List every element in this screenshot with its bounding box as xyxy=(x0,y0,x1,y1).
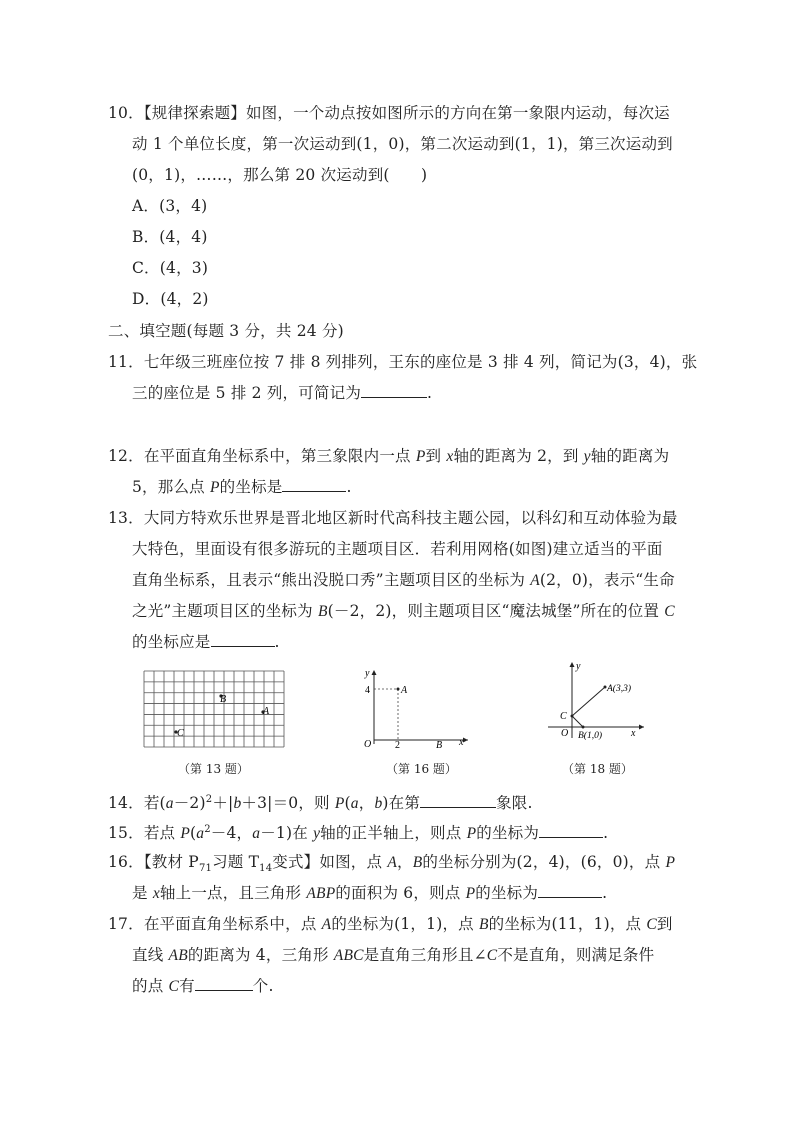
q14-text: 若( xyxy=(143,794,166,813)
var-p: P xyxy=(465,885,476,902)
answer-blank[interactable] xyxy=(195,976,253,991)
x-arrow-icon xyxy=(463,738,468,743)
q10-option-c: C．(4，3) xyxy=(132,259,209,277)
var-p: P xyxy=(180,825,191,843)
var-p: P xyxy=(415,448,426,465)
answer-blank[interactable] xyxy=(361,383,427,398)
question-number: 12． xyxy=(108,447,144,465)
q17-line2 xyxy=(132,945,654,966)
q11-text: 三的座位是 5 排 2 列，可简记为 xyxy=(132,384,362,402)
q14-text: ( xyxy=(344,794,351,813)
q16-text: 的坐标分别为(2，4)，(6，0)，点 xyxy=(422,853,666,871)
question-tag: 【规律探索题】 xyxy=(143,104,246,122)
q12-text: 到 xyxy=(425,447,447,465)
answer-blank[interactable] xyxy=(538,883,602,898)
q17-text: 的点 xyxy=(132,977,169,995)
label-b: B xyxy=(220,694,227,705)
period: . xyxy=(603,824,609,843)
q14-text: 象限. xyxy=(496,794,533,813)
q14-text: ＋| xyxy=(212,794,234,813)
q15-line xyxy=(108,820,608,844)
y-arrow-icon xyxy=(372,670,377,675)
q13-text: (－2，2)，则主题项目区“魔法城堡”所在的位置 xyxy=(327,602,665,620)
figure-16-caption: （第 16 题） xyxy=(386,762,457,776)
q16-text: 轴上一点，且三角形 xyxy=(159,884,307,902)
subscript: 14 xyxy=(259,863,273,875)
var-c: C xyxy=(486,947,498,964)
figure-18-caption: （第 18 题） xyxy=(562,762,633,776)
q14-text: ， xyxy=(358,794,375,813)
var-a: a xyxy=(350,795,359,813)
var-a: a xyxy=(165,795,174,813)
var-x: x xyxy=(446,448,454,465)
q17-text: 个. xyxy=(252,977,274,995)
answer-blank[interactable] xyxy=(420,793,496,808)
origin-label: O xyxy=(561,728,569,739)
q17-text: 到 xyxy=(656,915,673,933)
q10-option-b: B．(4，4) xyxy=(132,228,208,246)
q12-text: 5，那么点 xyxy=(132,478,210,496)
segment-cb xyxy=(572,716,583,727)
q10-option-a: A．(3，4) xyxy=(132,197,208,215)
q16-line2 xyxy=(132,883,607,904)
q15-text: －4， xyxy=(210,824,253,843)
q10-option-d: D．(4，2) xyxy=(132,290,209,308)
q17-text: 的坐标为(1，1)，点 xyxy=(331,915,479,933)
q16-text: ， xyxy=(396,853,413,871)
q13-line1 xyxy=(108,508,678,528)
q14-text: ＋3|＝0，则 xyxy=(241,794,335,813)
label-c: C xyxy=(560,711,567,722)
var-abc: ABC xyxy=(333,947,364,964)
var-p: P xyxy=(210,479,220,496)
var-b: b xyxy=(233,795,242,813)
label-a: A(3,3) xyxy=(607,684,632,694)
tick-label: 2 xyxy=(395,740,400,750)
period: . xyxy=(274,633,280,651)
q13-text: 直角坐标系，且表示“熊出没脱口秀”主题项目区的坐标为 xyxy=(132,571,531,589)
figure-18 xyxy=(540,656,650,748)
exponent: 2 xyxy=(205,794,213,805)
q13-line5 xyxy=(132,632,280,652)
q17-text: 的坐标为(11，1)，点 xyxy=(488,915,647,933)
x-arrow-icon xyxy=(639,725,644,730)
q15-text: ( xyxy=(190,824,197,843)
q17-text: 有 xyxy=(179,977,195,995)
var-abp: ABP xyxy=(306,885,336,902)
q11-line1 xyxy=(108,352,697,372)
q12-line2 xyxy=(132,477,352,498)
var-p: P xyxy=(334,795,345,813)
var-a: A xyxy=(387,854,397,871)
var-a: a xyxy=(252,825,261,843)
var-a: A xyxy=(321,916,332,933)
var-a: A xyxy=(530,572,540,589)
q12-line1 xyxy=(108,446,669,467)
answer-blank[interactable] xyxy=(539,823,603,838)
section-heading: 二、填空题(每题 3 分，共 24 分) xyxy=(108,322,344,340)
question-tag: 变式】 xyxy=(272,853,320,871)
q15-text: 的坐标为 xyxy=(476,824,540,843)
q12-text: 的坐标是 xyxy=(219,478,283,496)
q12-text: 在平面直角坐标系中，第三象限内一点 xyxy=(143,447,416,465)
q10-line1 xyxy=(108,103,670,123)
question-number: 11． xyxy=(108,353,144,371)
q14-line xyxy=(108,790,533,814)
q13-text: (2，0)，表示“生命 xyxy=(539,571,675,589)
q17-text: 在平面直角坐标系中，点 xyxy=(143,915,322,933)
question-number: 13． xyxy=(108,509,144,527)
q13-line3 xyxy=(132,570,675,591)
period: . xyxy=(427,384,433,402)
q17-text: 的距离为 4，三角形 xyxy=(187,946,334,964)
point-a xyxy=(397,688,400,691)
q10-line2 xyxy=(132,134,673,154)
q14-text: －2) xyxy=(173,794,206,813)
q14-text: )在第 xyxy=(382,794,421,813)
answer-blank[interactable] xyxy=(282,477,346,492)
question-tag: 【教材 P xyxy=(143,853,199,871)
var-y: y xyxy=(583,448,591,465)
var-c: C xyxy=(168,978,180,995)
var-p: P xyxy=(665,854,676,871)
subscript: 71 xyxy=(198,863,213,875)
exponent: 2 xyxy=(204,824,211,835)
segment-ca xyxy=(572,687,605,716)
tick-label: 4 xyxy=(365,685,370,696)
var-a: a xyxy=(196,825,205,843)
var-b: B xyxy=(412,854,423,871)
x-label: x xyxy=(631,728,636,739)
var-b: B xyxy=(317,603,328,620)
q16-line1 xyxy=(108,852,675,879)
question-tag: 习题 T xyxy=(212,853,260,871)
point-c xyxy=(571,715,574,718)
q13-text: 之光”主题项目区的坐标为 xyxy=(132,602,318,620)
period: . xyxy=(346,478,352,496)
figure-13-caption: （第 13 题） xyxy=(178,762,249,776)
var-b: B xyxy=(478,916,489,933)
q12-text: 轴的距离为 2，到 xyxy=(453,447,584,465)
x-label: x xyxy=(459,737,464,748)
q11-text: 七年级三班座位按 7 排 8 列排列，王东的座位是 3 排 4 列，简记为(3，4)，张 xyxy=(143,353,698,371)
var-c: C xyxy=(664,603,675,620)
q17-line1 xyxy=(108,914,673,935)
q10-text: (0，1)，……，那么第 20 次运动到( ) xyxy=(132,166,428,184)
var-x: x xyxy=(152,885,160,902)
var-ab: AB xyxy=(168,947,188,964)
q13-text: 的坐标应是 xyxy=(132,633,211,651)
q15-text: 若点 xyxy=(143,824,181,843)
q13-line4 xyxy=(132,601,675,622)
label-b: B xyxy=(436,740,443,750)
q13-text: 大同方特欢乐世界是晋北地区新时代高科技主题公园，以科幻和互动体验为最 xyxy=(143,509,678,527)
q13-text: 大特色，里面设有很多游玩的主题项目区．若利用网格(如图)建立适当的平面 xyxy=(132,540,663,558)
var-p: P xyxy=(466,825,477,843)
period: . xyxy=(602,884,608,902)
q16-text: 的坐标为 xyxy=(475,884,539,902)
q10-text: 动 1 个单位长度，第一次运动到(1，0)，第二次运动到(1，1)，第三次运动到 xyxy=(132,135,673,153)
var-c: C xyxy=(646,916,657,933)
q17-text: 不是直角，则满足条件 xyxy=(497,946,655,964)
figure-13-grid xyxy=(143,670,285,748)
q11-line2 xyxy=(132,383,432,403)
point-b xyxy=(582,726,585,729)
label-a: A xyxy=(401,685,408,696)
q13-line2 xyxy=(132,539,663,559)
label-a: A xyxy=(263,706,270,717)
y-label: y xyxy=(365,668,370,679)
y-arrow-icon xyxy=(570,662,575,667)
q16-text: 的面积为 6，则点 xyxy=(335,884,466,902)
q16-text: 是 xyxy=(132,884,153,902)
var-y: y xyxy=(313,825,321,843)
label-c: C xyxy=(177,728,184,739)
q17-text: 直线 xyxy=(132,946,169,964)
q10-text: 如图，一个动点按如图所示的方向在第一象限内运动，每次运 xyxy=(245,104,670,122)
question-number: 17． xyxy=(108,915,144,933)
question-number: 14． xyxy=(108,794,144,813)
y-label: y xyxy=(576,661,581,672)
q16-text: 如图，点 xyxy=(319,853,388,871)
label-b: B(1,0) xyxy=(578,731,603,741)
q15-text: 轴的正半轴上，则点 xyxy=(320,824,467,843)
origin-label: O xyxy=(364,739,372,750)
q10-line3 xyxy=(132,165,427,185)
question-number: 15． xyxy=(108,824,144,843)
question-number: 10． xyxy=(108,104,144,122)
q12-text: 轴的距离为 xyxy=(590,447,670,465)
var-b: b xyxy=(374,795,383,813)
q17-text: 是直角三角形且∠ xyxy=(363,946,487,964)
q15-text: －1)在 xyxy=(260,824,314,843)
q17-line3 xyxy=(132,976,274,997)
figure-16 xyxy=(360,664,472,750)
answer-blank[interactable] xyxy=(211,632,275,647)
question-number: 16． xyxy=(108,853,144,871)
